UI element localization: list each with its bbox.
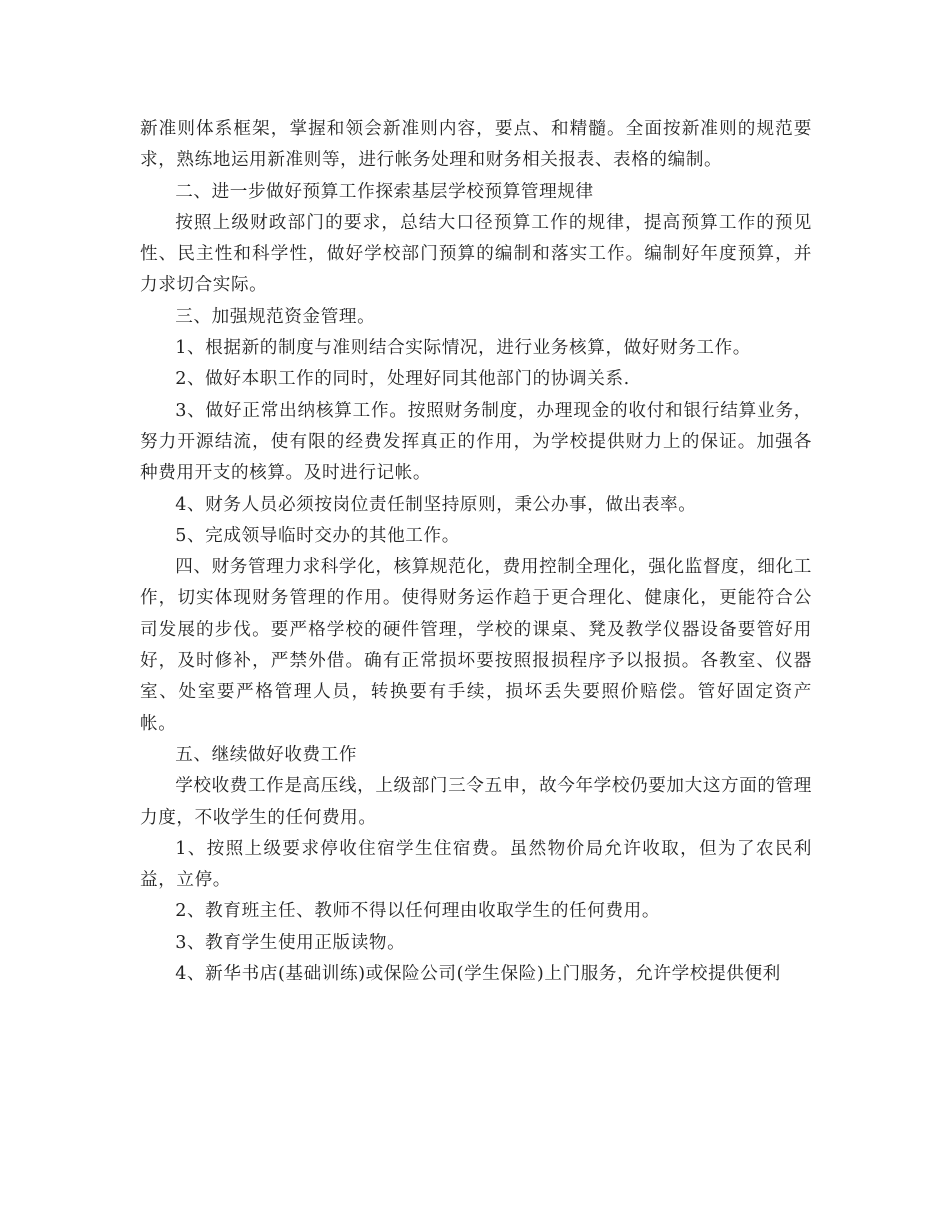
list-item-funds-2: 2、做好本职工作的同时，处理好同其他部门的协调关系. xyxy=(175,369,630,390)
list-item-funds-3: 3、做好正常出纳核算工作。按照财务制度，办理现金的收付和银行结算业务，努力开源结流，使有限的经费发挥真正的作用，为学校提供财力上的保证。加强各种费用开支的核算。及时进行记帐。 xyxy=(140,400,812,484)
section-heading-fees: 五、继续做好收费工作 xyxy=(175,744,358,765)
section-heading-funds: 三、加强规范资金管理。 xyxy=(175,306,376,327)
list-item-fees-1: 1、按照上级要求停收住宿学生住宿费。虽然物价局允许收取，但为了农民利益，立停。 xyxy=(140,838,812,891)
list-item-fees-3: 3、教育学生使用正版读物。 xyxy=(175,932,406,953)
document-page xyxy=(140,114,812,990)
list-item-funds-5: 5、完成领导临时交办的其他工作。 xyxy=(175,525,460,546)
section-paragraph-management: 四、财务管理力求科学化，核算规范化，费用控制全理化，强化监督度，细化工作，切实体现财务管理的作用。使得财务运作趋于更合理化、健康化，更能符合公司发展的步伐。要严格学校的硬件管理，学校的课桌、凳及教学仪器设备要管好用好，及时修补，严禁外借。确有正常损坏要按照报损程序予以报损。各教室、仪器室、处室要严格管理人员，转换要有手续，损坏丢失要照价赔偿。管好固定资产帐。 xyxy=(140,557,812,734)
paragraph-continuation: 新准则体系框架，掌握和领会新准则内容，要点、和精髓。全面按新准则的规范要求，熟练地运用新准则等，进行帐务处理和财务相关报表、表格的编制。 xyxy=(140,119,812,171)
list-item-fees-4: 4、新华书店(基础训练)或保险公司(学生保险)上门服务，允许学校提供便利 xyxy=(175,964,781,985)
paragraph-fees: 学校收费工作是高压线，上级部门三令五申，故今年学校仍要加大这方面的管理力度，不收学生的任何费用。 xyxy=(140,776,812,828)
list-item-fees-2: 2、教育班主任、教师不得以任何理由收取学生的任何费用。 xyxy=(175,901,661,922)
list-item-funds-4: 4、财务人员必须按岗位责任制坚持原则，秉公办事，做出表率。 xyxy=(175,494,697,515)
paragraph-budget: 按照上级财政部门的要求，总结大口径预算工作的规律，提高预算工作的预见性、民主性和科学性，做好学校部门预算的编制和落实工作。编制好年度预算，并力求切合实际。 xyxy=(140,212,812,296)
section-heading-budget: 二、进一步做好预算工作探索基层学校预算管理规律 xyxy=(175,181,594,202)
list-item-funds-1: 1、根据新的制度与准则结合实际情况，进行业务核算，做好财务工作。 xyxy=(175,338,751,359)
